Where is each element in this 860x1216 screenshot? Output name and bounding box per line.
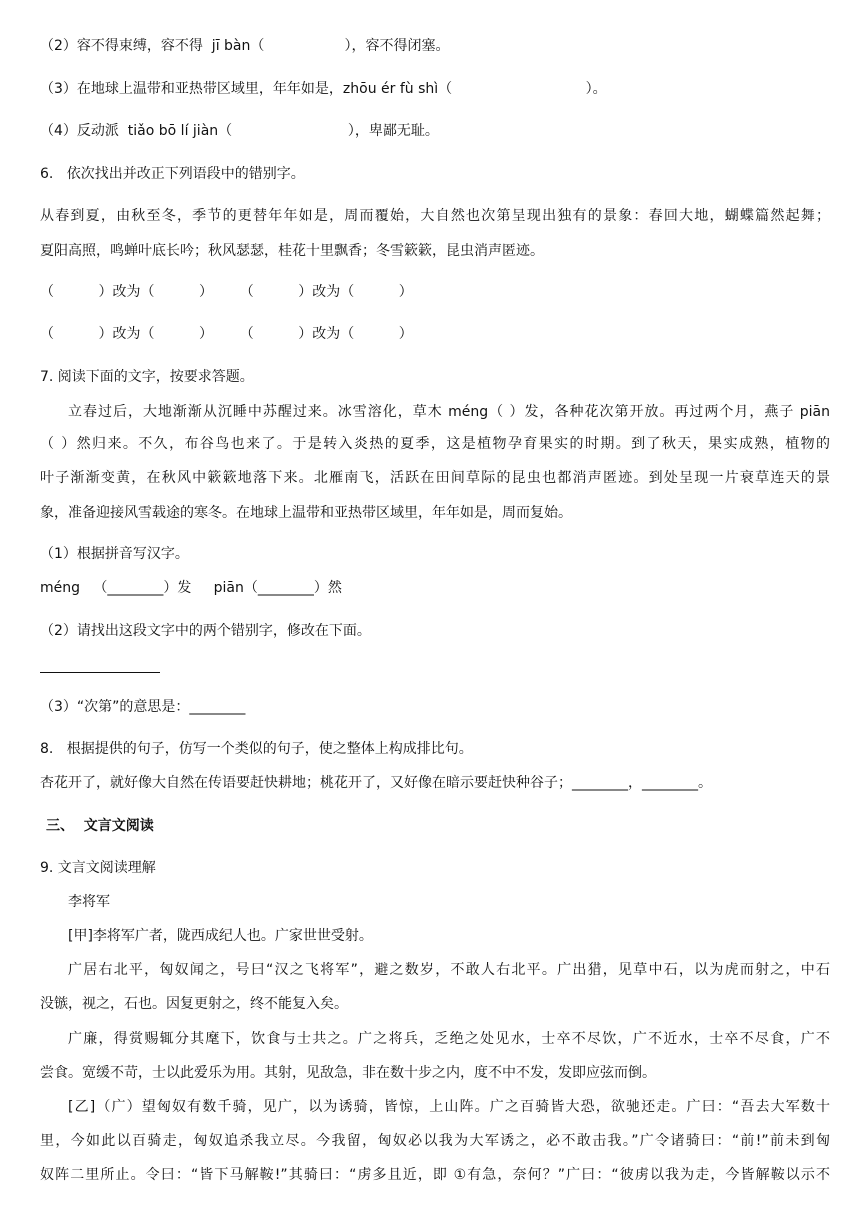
q5-item-3: （3）在地球上温带和亚热带区域里，年年如是，zhōu ér fù shì（ ）。	[40, 81, 607, 97]
q5-item-4: （4）反动派 tiǎo bō lí jiàn（ ），卑鄙无耻。	[40, 123, 439, 139]
question-7-title: 7. 阅读下面的文字，按要求答题。	[40, 369, 254, 385]
q7-passage-line-3: 叶子渐渐变黄，在秋风中簌簌地落下来。北雁南飞，活跃在田间草际的昆虫也都消声匿迹。到处呈现一片衰草连天的景	[40, 470, 830, 486]
q7-passage-line-4: 象，准备迎接风雪载途的寒冬。在地球上温带和亚热带区域里，年年如是，周而复始。	[40, 505, 572, 521]
q7-sub-3: （3）“次第”的意思是：________	[40, 699, 246, 715]
q6-answer-row-2: （ ）改为（ ） （ ）改为（ ）	[40, 326, 413, 342]
passage-para-3-line-2: 尝食。宽缓不苛，士以此爱乐为用。其射，见敌急，非在数十步之内，度不中不发，发即应弦而倒。	[40, 1065, 656, 1081]
passage-title: 李将军	[68, 894, 110, 910]
q7-sub-2-answer-line	[40, 672, 160, 673]
question-9-title: 9. 文言文阅读理解	[40, 860, 156, 876]
section-3-heading: 三、 文言文阅读	[46, 818, 154, 834]
passage-para-3-line-1: 广廉，得赏赐辄分其麾下，饮食与士共之。广之将兵，乏绝之处见水，士卒不尽饮，广不近水，士卒不尽食，广不	[68, 1031, 830, 1047]
passage-yi-line-1: [乙]（广）望匈奴有数千骑，见广，以为诱骑，皆惊，上山阵。广之百骑皆大恐，欲驰还走。广曰：“吾去大军数十	[68, 1099, 830, 1115]
question-6-title: 6. 依次找出并改正下列语段中的错别字。	[40, 166, 305, 182]
passage-yi-line-3: 奴阵二里所止。令曰：“皆下马解鞍!”其骑曰：“虏多且近，即 ①有急，奈何？”广曰：“彼虏以我为走，今皆解鞍以示不	[40, 1167, 830, 1183]
question-8-title: 8. 根据提供的句子，仿写一个类似的句子，使之整体上构成排比句。	[40, 741, 473, 757]
q6-answer-row-1: （ ）改为（ ） （ ）改为（ ）	[40, 284, 413, 300]
passage-yi-line-2: 里，今如此以百骑走，匈奴追杀我立尽。今我留，匈奴必以我为大军诱之，必不敢击我。”广令诸骑曰：“前!”前未到匈	[40, 1133, 830, 1149]
q7-sub-2: （2）请找出这段文字中的两个错别字，修改在下面。	[40, 623, 371, 639]
q7-passage-line-1: 立春过后，大地渐渐从沉睡中苏醒过来。冰雪溶化，草木 méng（ ）发，各种花次第开放。再过两个月，燕子 piān	[68, 404, 830, 420]
q7-sub-1: （1）根据拼音写汉字。	[40, 546, 189, 562]
passage-para-2-line-2: 没镞，视之，石也。因复更射之，终不能复入矣。	[40, 996, 348, 1012]
q6-passage-line-2: 夏阳高照，鸣蝉叶底长吟；秋风瑟瑟，桂花十里飘香；冬雪簌簌，昆虫消声匿迹。	[40, 243, 544, 259]
q7-sub-1-answer: méng （________）发 piān（________）然	[40, 580, 342, 596]
q8-prompt-sentence: 杏花开了，就好像大自然在传语要赶快耕地；桃花开了，又好像在暗示要赶快种谷子；________，________。	[40, 775, 712, 791]
passage-jia-line-1: [甲]李将军广者，陇西成纪人也。广家世世受射。	[68, 928, 373, 944]
q7-passage-line-2: （ ）然归来。不久，布谷鸟也来了。于是转入炎热的夏季，这是植物孕育果实的时期。到了秋天，果实成熟，植物的	[40, 436, 830, 452]
q6-passage-line-1: 从春到夏，由秋至冬，季节的更替年年如是，周而覆始，大自然也次第呈现出独有的景象：春回大地，蝴蝶篇然起舞；	[40, 208, 830, 224]
q5-item-2: （2）容不得束缚，容不得 jī bàn（ ），容不得闭塞。	[40, 38, 450, 54]
passage-para-2-line-1: 广居右北平，匈奴闻之，号曰“汉之飞将军”，避之数岁，不敢人右北平。广出猎，见草中石，以为虎而射之，中石	[68, 962, 830, 978]
